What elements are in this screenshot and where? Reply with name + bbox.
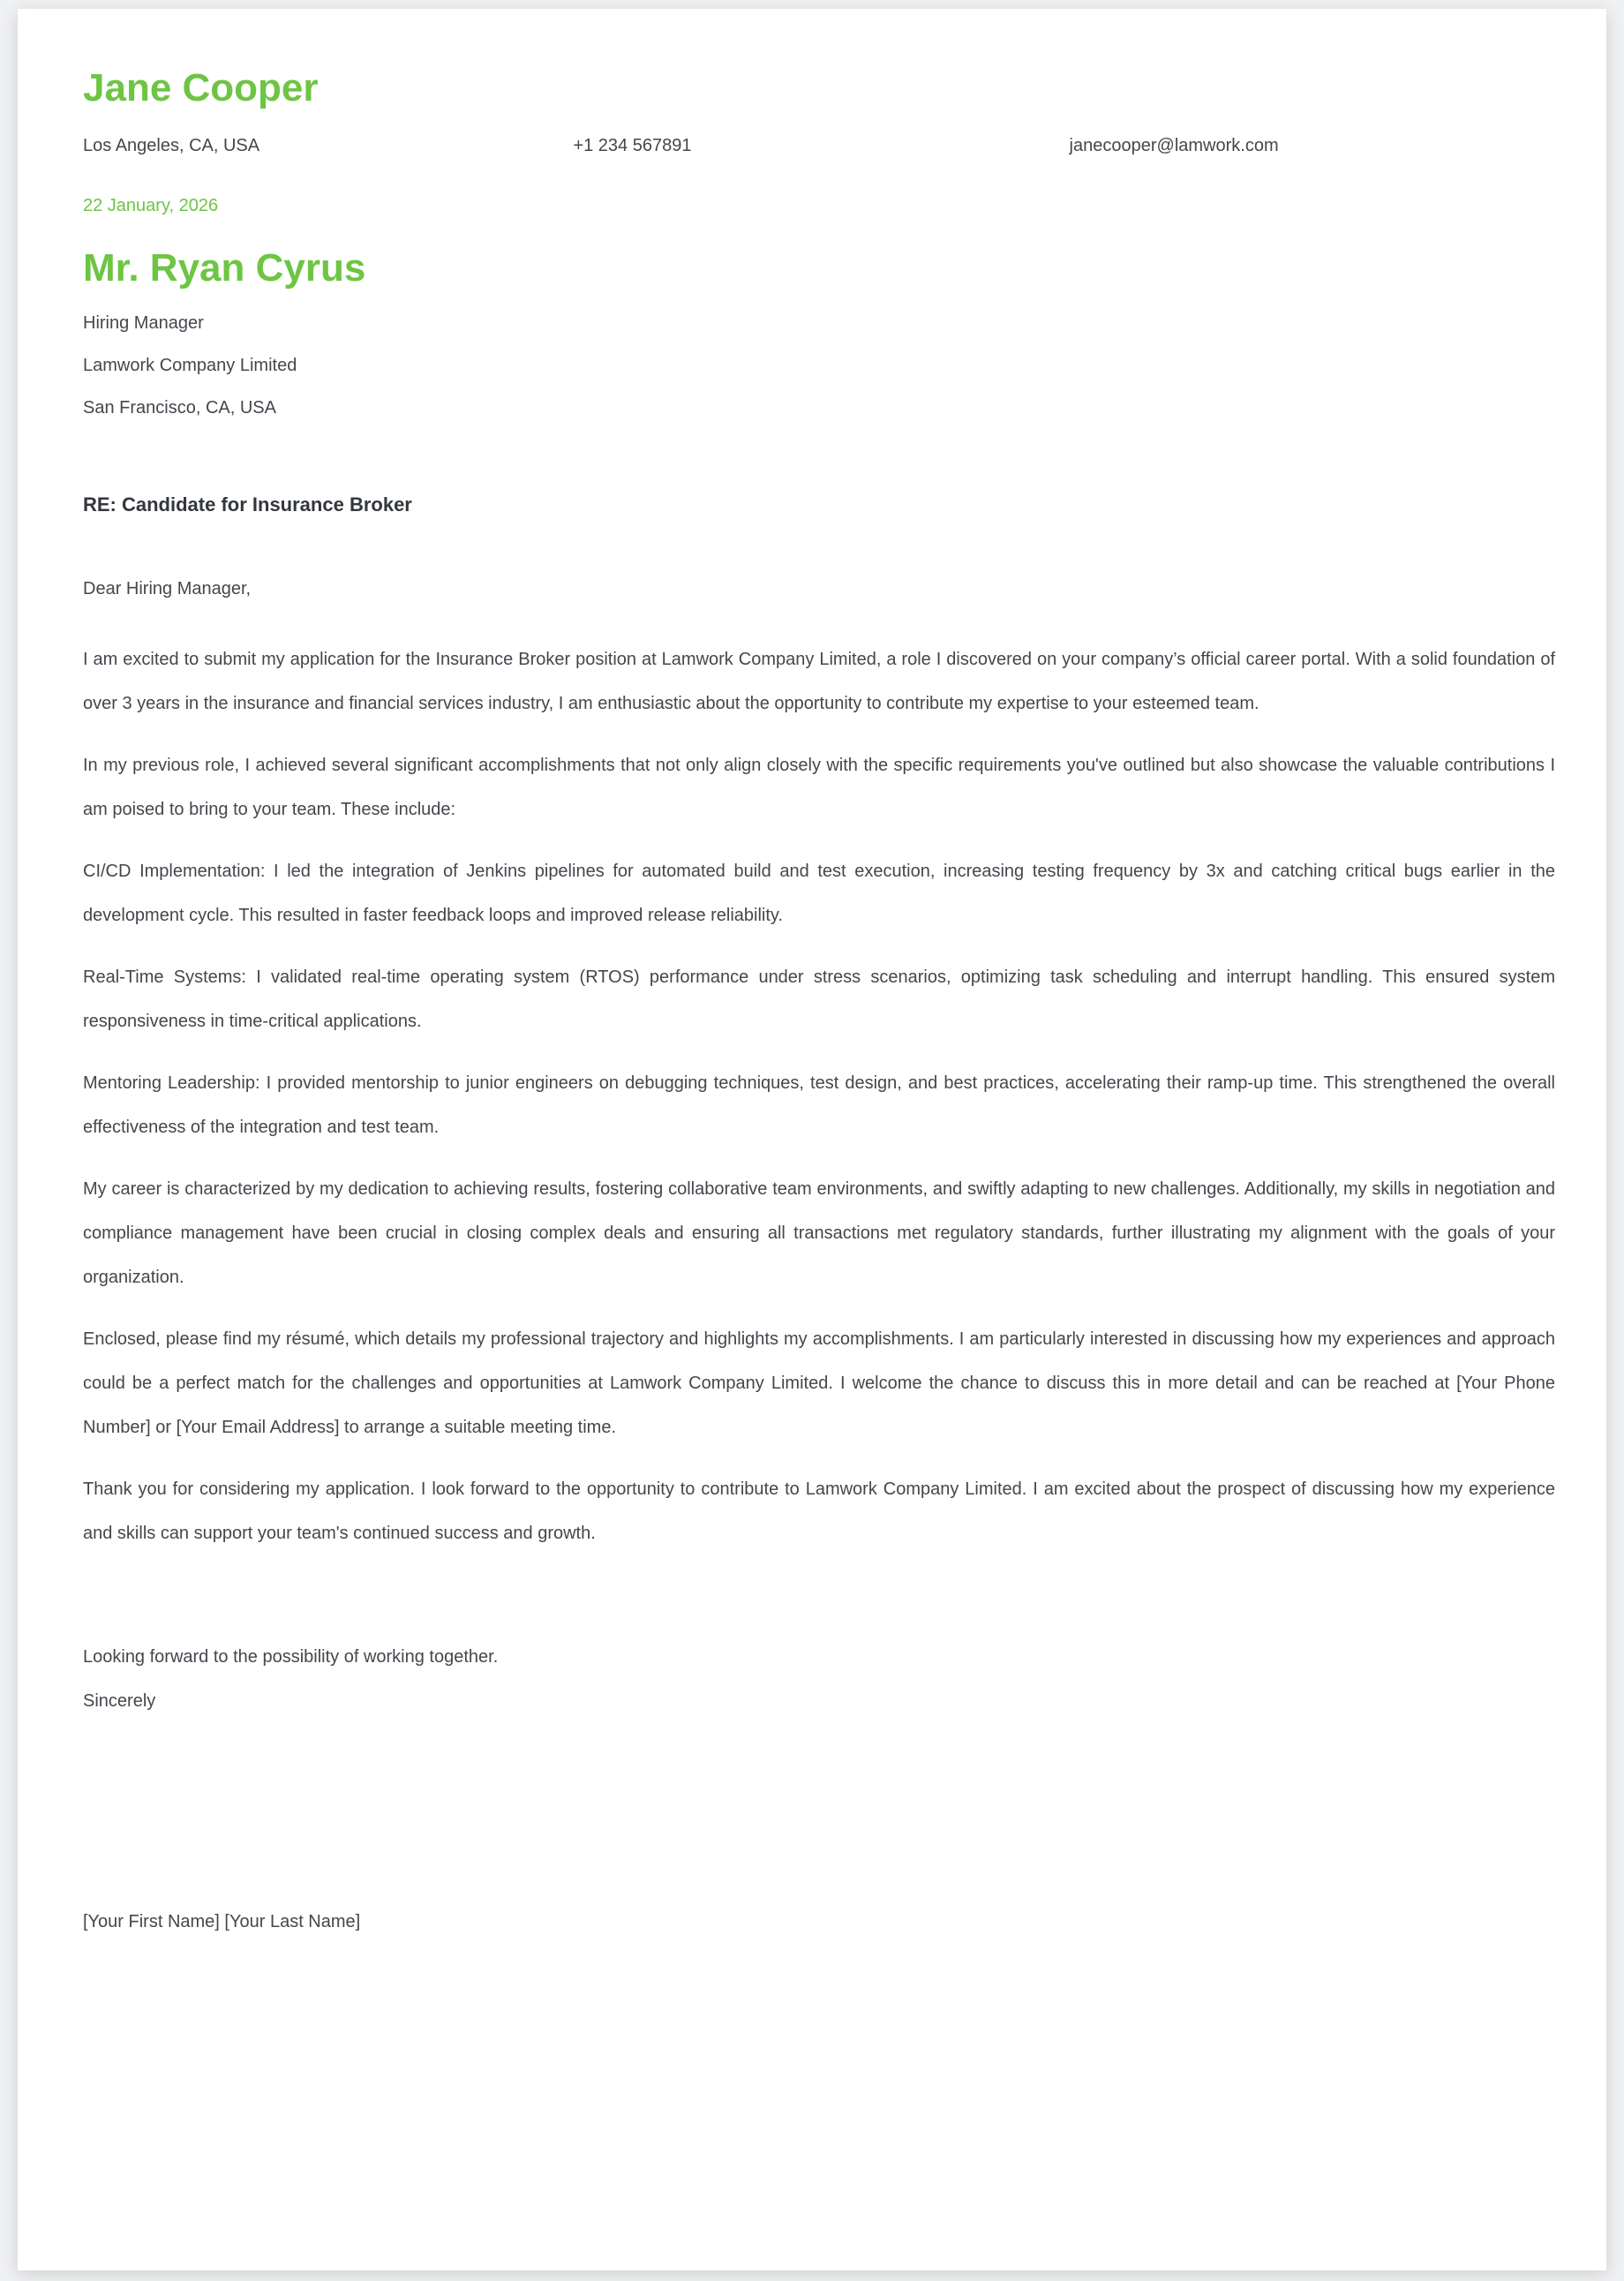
signature-name: [Your First Name] [Your Last Name] <box>83 1912 361 1931</box>
closing-block <box>83 1635 1555 1723</box>
recipient-title: Hiring Manager <box>83 313 204 333</box>
sender-contact-row <box>83 134 1555 157</box>
letter-date: 22 January, 2026 <box>83 196 219 215</box>
body-paragraph: My career is characterized by my dedication to achieving results, fostering collaborative team environments, and swiftly adapting to new challenges. Additionally, my skills in negotiation and compliance management have been crucial in closing complex deals and ensuring all transactions met regulatory standards, further illustrating my alignment with the goals of your organization. <box>83 1179 1555 1287</box>
recipient-location: San Francisco, CA, USA <box>83 398 276 418</box>
body-paragraph: I am excited to submit my application for the Insurance Broker position at Lamwork Company Limited, a role I discovered on your company’s official career portal. With a solid foundation of over 3 years in the insurance and financial services industry, I am enthusiastic about the opportunity to contribute my expertise to your esteemed team. <box>83 650 1555 713</box>
body-paragraph: Real-Time Systems: I validated real-time operating system (RTOS) performance under stress scenarios, optimizing task scheduling and interrupt handling. This ensured system responsiveness in time-critical applications. <box>83 967 1555 1031</box>
body-paragraph: Thank you for considering my application. I look forward to the opportunity to contribute to Lamwork Company Limited. I am excited about the prospect of discussing how my experience and skills can support your team's continued success and growth. <box>83 1479 1555 1543</box>
recipient-company: Lamwork Company Limited <box>83 356 297 375</box>
body-paragraph: Mentoring Leadership: I provided mentorship to junior engineers on debugging techniques, test design, and best practices, accelerating their ramp-up time. This strengthened the overall effectiveness of the integration and test team. <box>83 1073 1555 1137</box>
sender-name: Jane Cooper <box>83 66 319 109</box>
subject-line: RE: Candidate for Insurance Broker <box>83 493 412 516</box>
sender-phone: +1 234 567891 <box>573 136 692 155</box>
sender-location: Los Angeles, CA, USA <box>83 136 260 155</box>
sender-email: janecooper@lamwork.com <box>1069 136 1279 155</box>
body-paragraph: CI/CD Implementation: I led the integration of Jenkins pipelines for automated build and test execution, increasing testing frequency by 3x and catching critical bugs earlier in the development cycle. This resulted in faster feedback loops and improved release reliability. <box>83 862 1555 925</box>
body-paragraph: In my previous role, I achieved several significant accomplishments that not only align closely with the specific requirements you've outlined but also showcase the valuable contributions I am poised to bring to your team. These include: <box>83 756 1555 819</box>
closing-line: Looking forward to the possibility of working together. <box>83 1647 499 1667</box>
salutation: Dear Hiring Manager, <box>83 579 252 598</box>
recipient-name: Mr. Ryan Cyrus <box>83 246 366 290</box>
signoff: Sincerely <box>83 1691 156 1711</box>
body-paragraph: Enclosed, please find my résumé, which details my professional trajectory and highlights my accomplishments. I am particularly interested in discussing how my experiences and approach could be a perfect match for the challenges and opportunities at Lamwork Company Limited. I welcome the chance to discuss this in more detail and can be reached at [Your Phone Number] or [Your Email Address] to arrange a suitable meeting time. <box>83 1329 1555 1437</box>
cover-letter-page <box>18 9 1606 2270</box>
